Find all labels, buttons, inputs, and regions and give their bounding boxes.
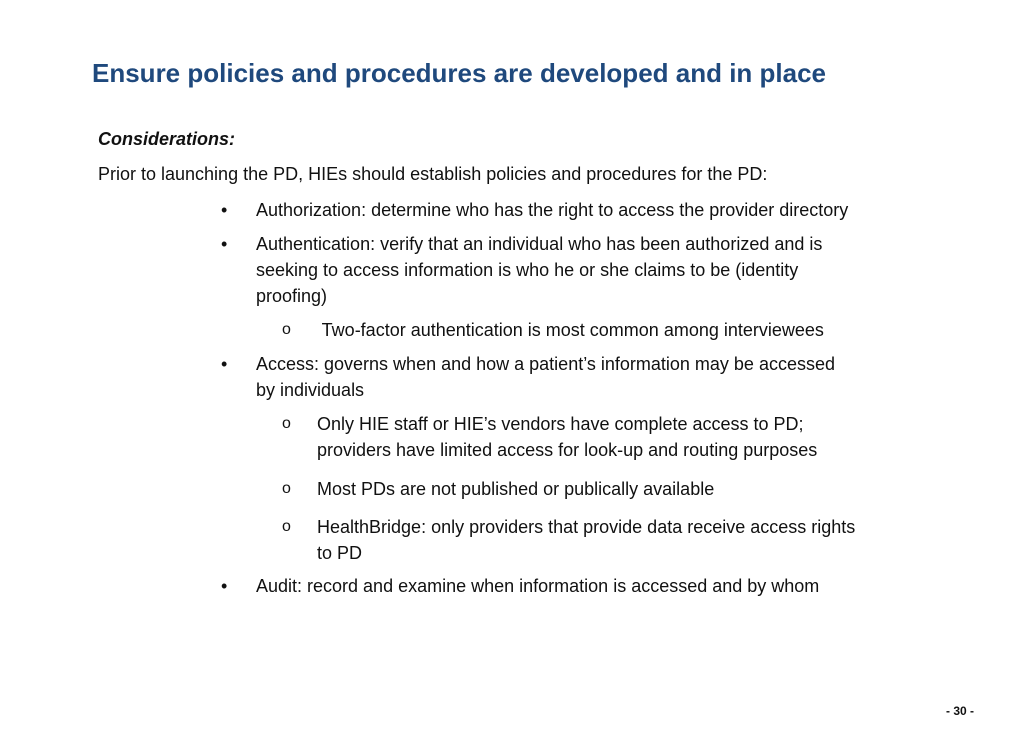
considerations-label: Considerations:: [98, 129, 236, 149]
sub-marker: o: [282, 321, 291, 338]
bullet-marker: •: [221, 200, 228, 220]
bullet-text: Authorization: determine who has the right to access the provider directory: [256, 200, 849, 220]
sub-item-text-line-2: providers have limited access for look-up and routing purposes: [317, 440, 818, 460]
bullet-text: Audit: record and examine when information is accessed and by whom: [256, 576, 820, 596]
sub-marker: o: [282, 518, 291, 535]
slide-title: Ensure policies and procedures are developed and in place: [92, 58, 827, 88]
bullet-marker: •: [221, 234, 228, 254]
sub-item-text-line-1: HealthBridge: only providers that provide data receive access rights: [317, 517, 856, 537]
sub-marker: o: [282, 480, 291, 497]
sub-item-text: Two-factor authentication is most common among interviewees: [317, 320, 824, 340]
sub-item-text-line-1: Only HIE staff or HIE’s vendors have complete access to PD;: [317, 414, 804, 434]
bullet-text-line-2: seeking to access information is who he or she claims to be (identity: [256, 260, 799, 280]
bullet-text-line-3: proofing): [256, 286, 328, 306]
sub-marker: o: [282, 415, 291, 432]
bullet-text-line-1: Authentication: verify that an individual who has been authorized and is: [256, 234, 823, 254]
bullet-marker: •: [221, 576, 228, 596]
bullet-text-line-1: Access: governs when and how a patient’s information may be accessed: [256, 354, 835, 374]
bullet-text-line-2: by individuals: [256, 380, 365, 400]
sub-item-text: Most PDs are not published or publically available: [317, 479, 715, 499]
bullet-marker: •: [221, 354, 228, 374]
intro-text: Prior to launching the PD, HIEs should establish policies and procedures for the PD:: [98, 164, 768, 184]
page-number: - 30 -: [945, 704, 974, 718]
sub-item-text-line-2: to PD: [317, 543, 363, 563]
